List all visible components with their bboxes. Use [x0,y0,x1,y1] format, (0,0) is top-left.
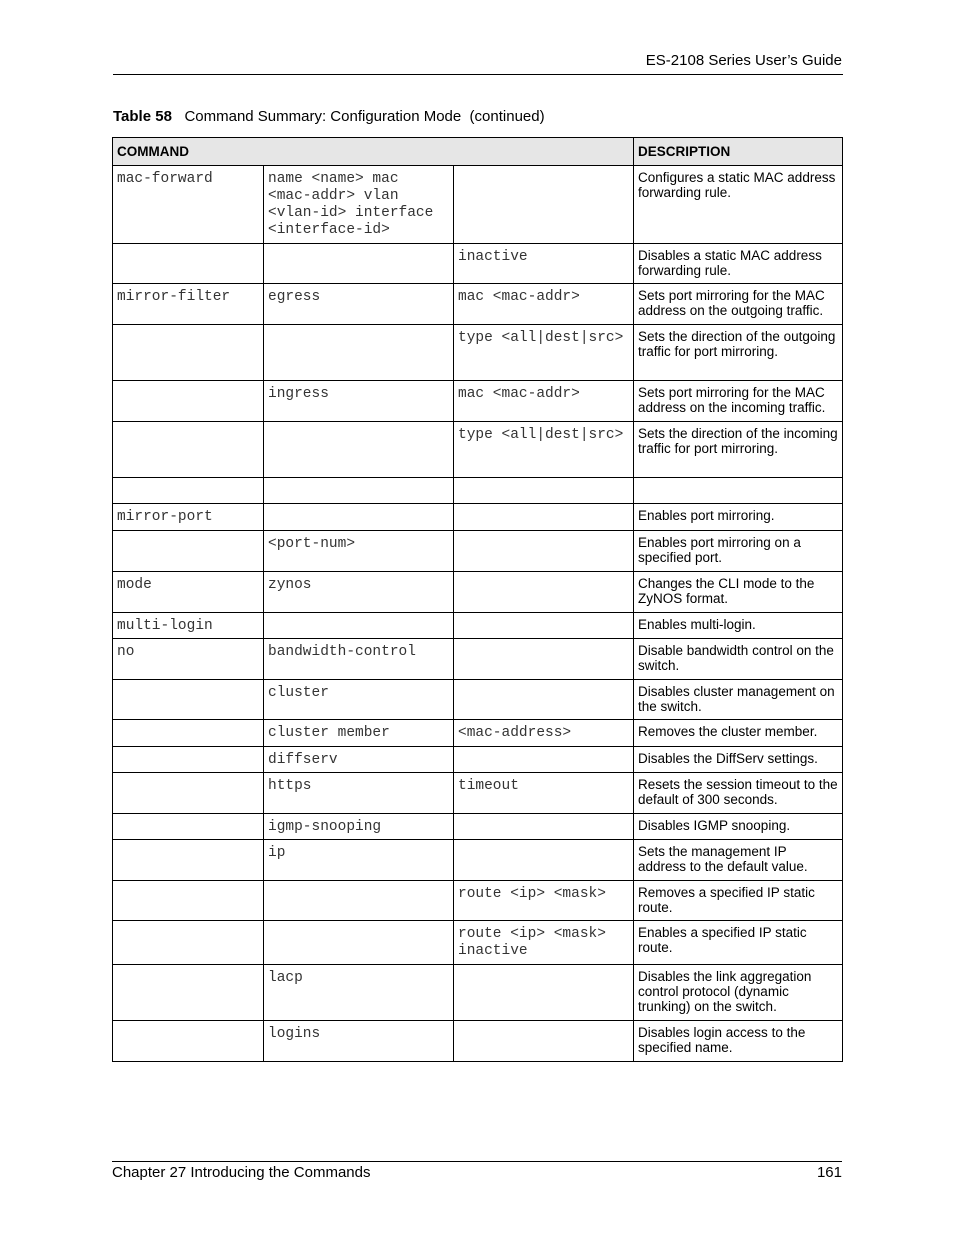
description-cell: Removes a specified IP static route. [634,881,843,921]
description-cell: Enables port mirroring. [634,504,843,531]
description-cell: Disables IGMP snooping. [634,814,843,840]
subcommand-cell: lacp [264,965,454,1021]
option-cell: type <all|dest|src> [454,422,634,478]
chapter-title: Chapter 27 Introducing the Commands [112,1164,371,1181]
command-cell [113,881,264,921]
description-cell: Removes the cluster member. [634,720,843,747]
description-cell: Enables port mirroring on a specified port. [634,531,843,572]
subcommand-cell: diffserv [264,747,454,773]
command-cell [113,747,264,773]
document-title: ES-2108 Series User’s Guide [645,52,842,69]
table-row [113,244,843,284]
table-row [113,504,843,531]
option-cell [454,1021,634,1062]
command-cell [113,814,264,840]
command-cell: mode [113,572,264,613]
description-cell: Sets port mirroring for the MAC address on the incoming traffic. [634,381,843,422]
option-cell [454,840,634,881]
command-cell: mirror-filter [113,284,264,325]
subcommand-cell [264,244,454,284]
command-cell [113,965,264,1021]
option-cell [454,613,634,639]
command-cell [113,478,264,504]
command-cell [113,680,264,720]
subcommand-cell: cluster [264,680,454,720]
option-cell [454,680,634,720]
command-cell: multi-login [113,613,264,639]
command-cell: no [113,639,264,680]
subcommand-cell [264,921,454,965]
option-cell: timeout [454,773,634,814]
option-cell [454,814,634,840]
command-cell [113,921,264,965]
option-cell [454,965,634,1021]
command-column-header: COMMAND [113,138,634,166]
command-cell [113,1021,264,1062]
description-cell: Disables a static MAC address forwarding rule. [634,244,843,284]
table-row [113,572,843,613]
option-cell [454,504,634,531]
subcommand-cell: https [264,773,454,814]
description-cell: Enables multi-login. [634,613,843,639]
table-row [113,284,843,325]
description-cell: Configures a static MAC address forwarding rule. [634,166,843,244]
subcommand-cell [264,422,454,478]
option-cell [454,747,634,773]
description-cell: Enables a specified IP static route. [634,921,843,965]
description-cell: Sets the management IP address to the default value. [634,840,843,881]
command-cell [113,840,264,881]
table-row [113,1021,843,1062]
option-cell: type <all|dest|src> [454,325,634,381]
table-row [113,965,843,1021]
description-cell: Disables cluster management on the switch. [634,680,843,720]
subcommand-cell [264,478,454,504]
subcommand-cell [264,613,454,639]
description-cell: Sets port mirroring for the MAC address on the outgoing traffic. [634,284,843,325]
subcommand-cell: zynos [264,572,454,613]
command-cell [113,720,264,747]
table-number: Table 58 [113,108,172,125]
subcommand-cell [264,325,454,381]
table-row [113,531,843,572]
description-cell: Sets the direction of the outgoing traffic for port mirroring. [634,325,843,381]
option-cell: mac <mac-addr> [454,284,634,325]
subcommand-cell: igmp-snooping [264,814,454,840]
command-table [112,137,843,1062]
description-cell [634,478,843,504]
command-cell [113,244,264,284]
description-cell: Disables login access to the specified name. [634,1021,843,1062]
description-cell: Resets the session timeout to the default of 300 seconds. [634,773,843,814]
table-row [113,814,843,840]
command-cell [113,422,264,478]
subcommand-cell: name <name> mac <mac-addr> vlan <vlan-id> interface <interface-id> [264,166,454,244]
subcommand-cell: egress [264,284,454,325]
option-cell [454,531,634,572]
table-row [113,720,843,747]
option-cell: route <ip> <mask> [454,881,634,921]
table-row [113,166,843,244]
table-row [113,478,843,504]
description-cell: Sets the direction of the incoming traffic for port mirroring. [634,422,843,478]
table-row [113,639,843,680]
subcommand-cell: ip [264,840,454,881]
option-cell: route <ip> <mask> inactive [454,921,634,965]
option-cell [454,639,634,680]
command-cell [113,773,264,814]
table-row [113,881,843,921]
table-row [113,921,843,965]
command-cell [113,381,264,422]
page-number: 161 [816,1164,842,1181]
command-cell [113,531,264,572]
description-cell: Changes the CLI mode to the ZyNOS format. [634,572,843,613]
description-column-header: DESCRIPTION [634,138,843,166]
table-row [113,422,843,478]
table-title: Command Summary: Configuration Mode (continued) [184,108,545,125]
table-header-row [113,138,843,166]
option-cell [454,572,634,613]
table-row [113,325,843,381]
option-cell: mac <mac-addr> [454,381,634,422]
table-row [113,747,843,773]
table-row [113,381,843,422]
page-footer [112,1161,842,1186]
subcommand-cell: bandwidth-control [264,639,454,680]
option-cell: <mac-address> [454,720,634,747]
table-row [113,773,843,814]
subcommand-cell [264,504,454,531]
command-cell: mac-forward [113,166,264,244]
description-cell: Disables the DiffServ settings. [634,747,843,773]
option-cell: inactive [454,244,634,284]
table-row [113,613,843,639]
description-cell: Disable bandwidth control on the switch. [634,639,843,680]
subcommand-cell: cluster member [264,720,454,747]
command-cell [113,325,264,381]
command-cell: mirror-port [113,504,264,531]
option-cell [454,478,634,504]
description-cell: Disables the link aggregation control protocol (dynamic trunking) on the switch. [634,965,843,1021]
subcommand-cell: ingress [264,381,454,422]
subcommand-cell: <port-num> [264,531,454,572]
option-cell [454,166,634,244]
table-caption [113,108,545,125]
subcommand-cell: logins [264,1021,454,1062]
table-row [113,840,843,881]
table-row [113,680,843,720]
page-header [113,50,843,75]
subcommand-cell [264,881,454,921]
